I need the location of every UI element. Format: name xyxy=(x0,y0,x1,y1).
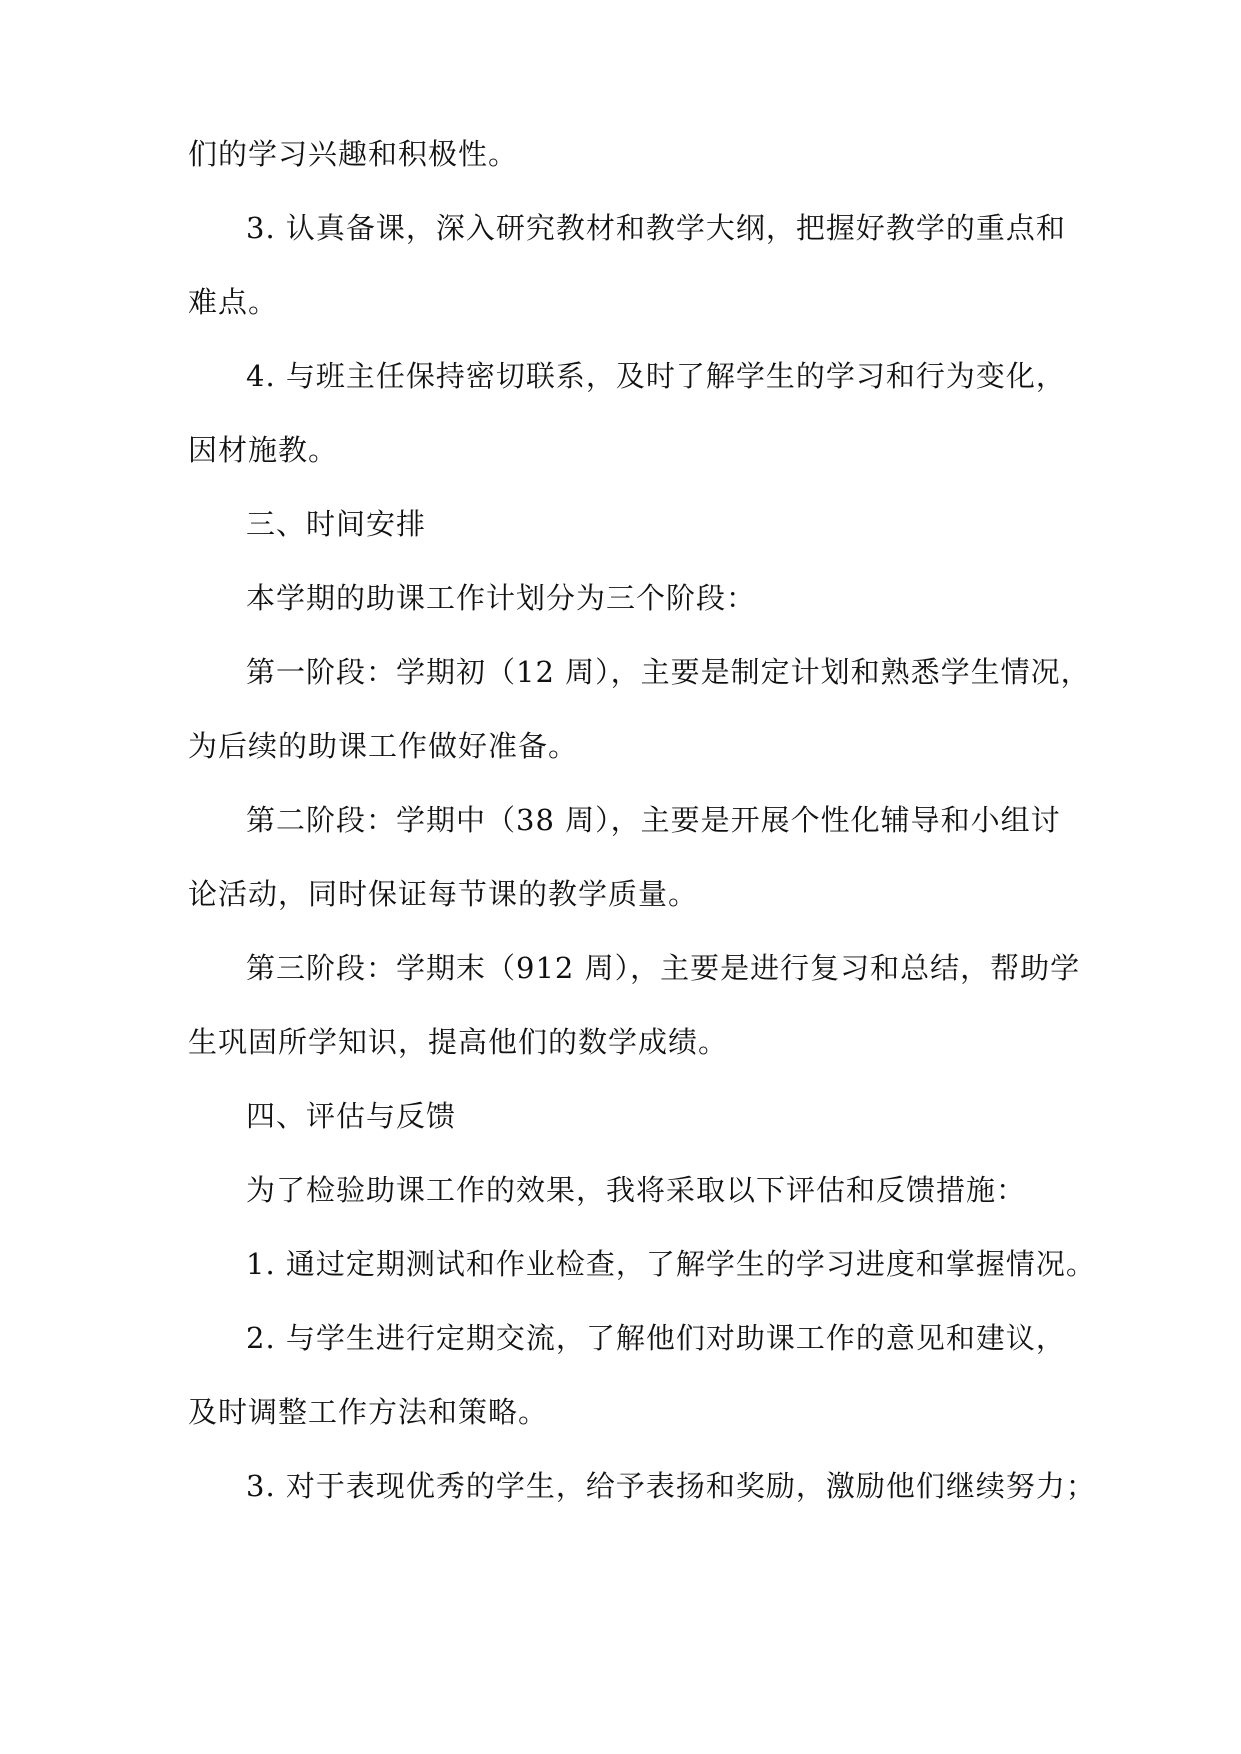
paragraph-line: 及时调整工作方法和策略。 xyxy=(188,1395,549,1429)
paragraph-line: 3. 认真备课，深入研究教材和教学大纲，把握好教学的重点和 xyxy=(246,211,1066,245)
section-heading: 三、时间安排 xyxy=(246,507,427,541)
paragraph-line: 2. 与学生进行定期交流，了解他们对助课工作的意见和建议， xyxy=(246,1321,1066,1355)
paragraph-line: 难点。 xyxy=(188,285,279,319)
paragraph-line: 为后续的助课工作做好准备。 xyxy=(188,729,579,763)
paragraph-line: 们的学习兴趣和积极性。 xyxy=(188,137,519,171)
paragraph-line: 4. 与班主任保持密切联系，及时了解学生的学习和行为变化， xyxy=(246,359,1066,393)
section-heading: 四、评估与反馈 xyxy=(246,1099,457,1133)
paragraph-line: 生巩固所学知识，提高他们的数学成绩。 xyxy=(188,1025,729,1059)
paragraph-line: 第一阶段：学期初（12 周），主要是制定计划和熟悉学生情况， xyxy=(246,655,1091,689)
paragraph-line: 因材施教。 xyxy=(188,433,339,467)
paragraph-line: 3. 对于表现优秀的学生，给予表扬和奖励，激励他们继续努力； xyxy=(246,1469,1096,1503)
paragraph-line: 为了检验助课工作的效果，我将采取以下评估和反馈措施： xyxy=(246,1173,1027,1207)
paragraph-line: 第二阶段：学期中（38 周），主要是开展个性化辅导和小组讨 xyxy=(246,803,1061,837)
paragraph-line: 第三阶段：学期末（912 周），主要是进行复习和总结，帮助学 xyxy=(246,951,1081,985)
paragraph-line: 论活动，同时保证每节课的教学质量。 xyxy=(188,877,699,911)
paragraph-line: 1. 通过定期测试和作业检查，了解学生的学习进度和掌握情况。 xyxy=(246,1247,1096,1281)
paragraph-line: 本学期的助课工作计划分为三个阶段： xyxy=(246,581,757,615)
